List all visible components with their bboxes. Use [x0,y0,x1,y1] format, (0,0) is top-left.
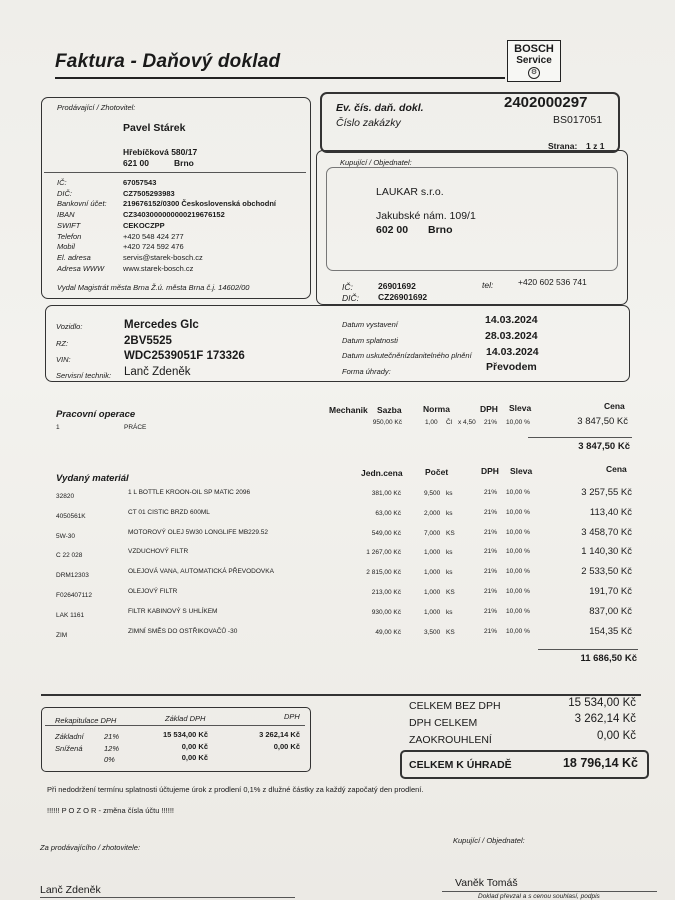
material-header-unit-price: Jedn.cena [361,468,403,478]
material-row-code: 5W-30 [56,532,76,540]
vat-recap-row-rate: 21% [104,732,120,741]
page-label: Strana: [548,141,578,151]
material-row-desc: VZDUCHOVÝ FILTR [128,548,189,556]
vat-recap-row-vat: 3 262,14 Kč [259,730,300,739]
material-row-unit: ks [446,509,453,517]
seller-field-value: +420 548 424 277 [123,231,184,241]
vat-recap-title: Rekapitulace DPH [55,716,117,725]
seller-field-label: Bankovní účet: [57,199,107,209]
labor-header-norm: Norma [423,404,450,414]
seller-field-label: IBAN [57,210,75,220]
buyer-label: Kupující / Objednatel: [340,158,412,167]
labor-total: 3 847,50 Kč [578,441,630,452]
vin-value: WDC2539051F 173326 [124,350,245,362]
rounding-value: 0,00 Kč [597,730,636,742]
material-row-unit: KS [446,628,455,636]
payment-method-value: Převodem [486,361,537,373]
ev-number-label: Ev. čís. daň. dokl. [336,102,424,114]
material-row-unit-price: 381,00 Kč [371,490,401,497]
seller-field-label: Adresa WWW [57,263,105,273]
rz-value: 2BV5525 [124,335,172,347]
seller-field-value: 219676152/0300 Československá obchodní [123,199,277,209]
grand-total-value: 18 796,14 Kč [562,756,638,770]
material-row-code: 32820 [56,493,75,500]
buyer-dic-value: CZ26901692 [378,292,428,302]
material-row-vat: 21% [484,528,498,536]
buyer-acceptance-note: Doklad převzal a s cenou souhlasí, podpis [478,893,600,900]
seller-issued-by: Vydal Magistrát města Brna Ž.ú. města Brna č.j. 14602/00 [57,283,250,292]
seller-field-value: 67057543 [123,178,157,187]
labor-header-price: Cena [604,401,625,411]
vat-recap-row-base: 15 534,00 Kč [162,730,208,739]
material-row-discount: 10,00 % [506,528,530,536]
title-underline [55,77,505,79]
net-total-value: 15 534,00 Kč [568,697,636,709]
material-row-desc: CT 01 CISTIC BRZD 600ML [128,508,210,516]
vehicle-value: Mercedes Glc [124,319,199,331]
seller-name: Pavel Stárek [123,122,186,134]
material-row-unit-price: 63,00 Kč [375,509,401,517]
material-row-unit-price: 1 267,00 Kč [366,549,401,557]
interest-note: Při nedodržení termínu splatnosti účtujeme úrok z prodlení 0,1% z dlužné částky za každý započatý den prodlení. [47,785,424,794]
material-row-qty: 1,000 [424,608,441,616]
vat-recap-base-header: Základ DPH [165,714,206,723]
payment-method-label: Forma úhrady: [342,367,391,376]
issued-date-value: 14.03.2024 [485,314,538,326]
material-header-qty: Počet [425,467,449,477]
material-row-code: DRM12303 [56,572,89,580]
material-row-vat: 21% [484,607,498,615]
buyer-tel-value: +420 602 536 741 [518,277,587,287]
issued-date-label: Datum vystavení [342,320,398,329]
material-row-qty: 9,500 [424,490,441,497]
seller-street: Hřebíčková 580/17 [123,147,198,157]
material-row-unit: KS [446,529,455,537]
seller-field-value: CZ3403000000000219676152 [123,210,225,220]
material-row-unit: ks [446,569,453,577]
labor-header-mechanic: Mechanik [329,405,368,415]
account-change-warning: !!!!!! P O Z O R - změna čísla účtu !!!!!! [47,806,174,815]
material-row-unit-price: 2 815,00 Kč [366,569,401,577]
document-title: Faktura - Daňový doklad [55,51,281,72]
vat-total-label: DPH CELKEM [409,717,478,729]
seller-field-value: CEKOCZPP [123,220,165,230]
vat-recap-row-base: 0,00 Kč [181,741,208,751]
material-row-qty: 1,000 [424,549,441,557]
material-row-code: F026407112 [56,592,93,599]
seller-field-label: IČ: [57,178,67,187]
seller-field-label: DIČ: [57,188,72,198]
taxable-date-label: Datum uskutečněnízdanitelného plnění [342,351,472,360]
seller-field-label: Telefon [57,231,82,241]
due-date-value: 28.03.2024 [485,330,538,342]
vat-recap-row-rate: 12% [104,743,120,753]
buyer-name: LAUKAR s.r.o. [376,186,444,198]
material-row-desc: FILTR KABINOVÝ S UHLÍKEM [128,607,218,615]
material-row-unit: KS [446,589,455,596]
material-row-vat: 21% [484,568,498,576]
buyer-tel-label: tel: [482,280,494,290]
material-row-price: 837,00 Kč [589,605,632,617]
vat-recap-row-label: Snížená [55,743,83,753]
material-row-desc: OLEJOVÝ FILTR [128,588,178,595]
material-row-code: C 22 028 [56,552,83,560]
material-row-unit: ks [446,490,453,497]
material-row-vat: 21% [484,588,498,595]
rounding-label: ZAOKROUHLENÍ [409,734,492,746]
labor-row-price: 3 847,50 Kč [577,416,628,427]
seller-divider [44,172,306,173]
material-header-discount: Sleva [510,466,533,476]
material-row-vat: 21% [484,508,498,516]
buyer-signature-line [442,891,657,892]
material-row-discount: 10,00 % [506,607,530,615]
due-date-label: Datum splatnosti [342,336,398,345]
material-row-discount: 10,00 % [506,627,530,635]
order-number-label: Číslo zakázky [336,117,401,129]
seller-label: Prodávající / Zhotovitel: [57,103,136,112]
material-row-price: 3 257,55 Kč [581,487,632,498]
grand-total-label: CELKEM K ÚHRADĚ [409,759,512,771]
material-row-desc: MOTOROVÝ OLEJ 5W30 LONGLIFE MB229.52 [128,528,269,536]
labor-header-vat: DPH [480,404,498,414]
material-row-code: 4050561K [56,512,86,520]
material-row-price: 3 458,70 Kč [581,526,632,538]
material-total-line [538,649,638,650]
seller-field-value: +420 724 592 476 [123,242,184,252]
material-row-qty: 1,000 [424,589,441,596]
material-row-price: 154,35 Kč [589,625,632,637]
material-row-price: 113,40 Kč [589,506,632,518]
technician-value: Lanč Zdeněk [124,366,191,378]
material-row-vat: 21% [484,627,498,635]
labor-row-code: 1 [56,424,60,431]
material-row-discount: 10,00 % [506,548,530,556]
vin-label: VIN: [56,355,71,364]
seller-signature-label: Za prodávajícího / zhotovitele: [40,843,141,852]
labor-total-line [528,437,632,438]
buyer-ic-value: 26901692 [378,281,416,291]
labor-header-rate: Sazba [377,405,402,415]
material-row-qty: 2,000 [424,509,441,517]
material-row-unit: ks [446,549,453,557]
seller-signature-line [40,897,295,898]
vat-recap-row-vat: 0,00 Kč [273,741,300,751]
material-row-unit-price: 549,00 Kč [371,529,401,537]
material-row-price: 191,70 Kč [589,586,632,597]
material-row-discount: 10,00 % [506,588,530,595]
vat-recap-row-base: 0,00 Kč [181,753,208,762]
labor-row-vat: 21% [484,419,498,426]
buyer-street: Jakubské nám. 109/1 [376,210,476,222]
material-row-unit-price: 930,00 Kč [371,608,401,616]
vat-recap-row-rate: 0% [104,755,115,764]
labor-row-desc: PRÁCE [124,424,147,431]
material-header-price: Cena [606,464,627,474]
material-title: Vydaný materiál [56,473,129,484]
labor-row-rate: 950,00 Kč [372,419,402,426]
seller-city: Brno [174,158,194,168]
material-row-unit-price: 49,00 Kč [375,628,401,636]
labor-row-unit: Čl [446,419,453,426]
seller-field-label: Mobil [57,242,75,252]
bosch-armature-icon: ⚙ [528,67,540,79]
material-row-qty: 1,000 [424,569,441,577]
seller-field-label: El. adresa [57,252,91,262]
buyer-signer-name: Vaněk Tomáš [455,877,518,889]
seller-field-value: www.starek-bosch.cz [123,263,194,273]
seller-field-value: servis@starek-bosch.cz [123,252,203,262]
material-total: 11 686,50 Kč [580,653,637,664]
taxable-date-value: 14.03.2024 [486,346,539,358]
labor-header-discount: Sleva [509,403,532,413]
rz-label: RZ: [56,339,69,348]
material-row-unit-price: 213,00 Kč [371,589,401,596]
material-row-desc: 1 L BOTTLE KROON-OIL SP MATIC 2096 [128,489,251,496]
bosch-service-logo: BOSCH Service ⚙ [507,40,561,82]
material-row-desc: OLEJOVÁ VANA, AUTOMATICKÁ PŘEVODOVKA [128,568,274,576]
material-row-vat: 21% [484,548,498,556]
material-row-discount: 10,00 % [506,508,530,516]
order-number-value: BS017051 [553,114,603,126]
material-row-price: 2 533,50 Kč [581,566,632,578]
summary-divider [41,694,641,696]
material-row-discount: 10,00 % [506,568,530,576]
seller-signer-name: Lanč Zdeněk [40,884,101,896]
buyer-signature-label: Kupující / Objednatel: [453,836,525,845]
material-row-desc: ZIMNÍ SMĚS DO OSTŘIKOVAČŮ -30 [128,627,238,635]
material-row-discount: 10,00 % [506,489,530,496]
technician-label: Servisní technik: [56,371,112,380]
net-total-label: CELKEM BEZ DPH [409,700,501,712]
material-row-qty: 7,000 [424,529,441,537]
material-row-code: ZIM [56,631,68,639]
vat-recap-row-label: Základní [55,732,84,741]
material-row-code: LAK 1161 [56,611,85,619]
labor-row-qty: x 4,50 [458,419,476,426]
buyer-dic-label: DIČ: [342,293,359,303]
ev-number-value: 2402000297 [504,94,588,111]
vehicle-label: Vozidlo: [56,322,83,331]
buyer-city: Brno [428,224,453,236]
labor-row-discount: 10,00 % [506,419,530,426]
seller-field-label: SWIFT [57,220,81,230]
material-row-unit: ks [446,608,453,616]
buyer-zip: 602 00 [376,224,409,236]
labor-title: Pracovní operace [56,409,136,420]
vat-recap-vat-header: DPH [284,712,300,721]
seller-field-value: CZ7505293983 [123,188,175,198]
labor-row-norm: 1,00 [425,419,438,426]
page-value: 1 z 1 [586,141,605,151]
vat-total-value: 3 262,14 Kč [574,713,636,725]
vat-recap-divider [45,725,305,726]
buyer-ic-label: IČ: [342,282,353,292]
material-row-price: 1 140,30 Kč [581,546,632,558]
seller-zip: 621 00 [123,158,149,168]
material-row-qty: 3,500 [424,628,441,636]
material-row-vat: 21% [484,489,498,496]
material-header-vat: DPH [481,466,499,476]
